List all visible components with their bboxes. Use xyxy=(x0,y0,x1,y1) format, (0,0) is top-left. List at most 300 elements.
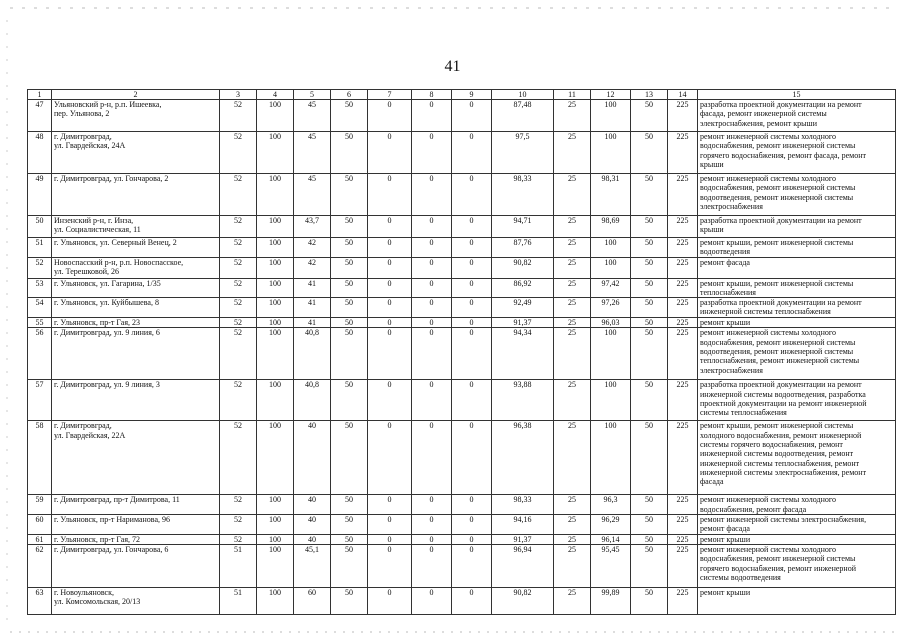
column-header-14: 14 xyxy=(668,90,698,100)
column-header-2: 2 xyxy=(52,90,220,100)
work-description-cell xyxy=(698,238,896,258)
value-cell-c7: 0 xyxy=(368,278,412,298)
cell-line: фасада, ремонт инженерной системы xyxy=(700,109,827,119)
address-cell xyxy=(52,421,220,495)
page-number: 41 xyxy=(444,58,461,75)
column-header-15: 15 xyxy=(698,90,896,100)
address-cell xyxy=(52,328,220,380)
value-cell-c5: 40 xyxy=(294,534,331,544)
value-cell-c9: 0 xyxy=(452,318,492,328)
address-cell xyxy=(52,534,220,544)
cell-line: холодного водоснабжения, ремонт инженерной xyxy=(700,430,862,440)
value-cell-c6: 50 xyxy=(331,587,368,614)
value-cell-c13: 50 xyxy=(631,495,668,515)
cell-line: ремонт крыши, ремонт инженерной системы xyxy=(700,238,854,247)
value-cell-c12: 95,45 xyxy=(591,544,631,587)
value-cell-c6: 50 xyxy=(331,318,368,328)
value-cell-c9: 0 xyxy=(452,278,492,298)
cell-line: г. Ульяновск, пр-т Гая, 23 xyxy=(54,318,141,328)
value-cell-c8: 0 xyxy=(412,238,452,258)
value-cell-c11: 25 xyxy=(554,257,591,278)
value-cell-c14: 225 xyxy=(668,421,698,495)
table-body xyxy=(28,100,896,615)
table-row xyxy=(28,587,896,614)
value-cell-c6: 50 xyxy=(331,328,368,380)
row-number: 62 xyxy=(28,544,52,587)
cell-line: водоснабжения, ремонт инженерной системы xyxy=(700,337,856,347)
value-cell-c6: 50 xyxy=(331,257,368,278)
value-cell-c7: 0 xyxy=(368,587,412,614)
value-cell-c7: 0 xyxy=(368,515,412,535)
column-header-13: 13 xyxy=(631,90,668,100)
value-cell-c5: 45 xyxy=(294,100,331,132)
row-number: 51 xyxy=(28,238,52,258)
work-description-cell xyxy=(698,318,896,328)
address-cell xyxy=(52,495,220,515)
column-header-10: 10 xyxy=(492,90,554,100)
value-cell-c10: 86,92 xyxy=(492,278,554,298)
column-header-12: 12 xyxy=(591,90,631,100)
value-cell-c6: 50 xyxy=(331,515,368,535)
cell-line: ремонт инженерной системы холодного xyxy=(700,495,836,505)
value-cell-c12: 100 xyxy=(591,238,631,258)
value-cell-c12: 98,69 xyxy=(591,216,631,238)
value-cell-c9: 0 xyxy=(452,421,492,495)
value-cell-c3: 52 xyxy=(220,298,257,318)
value-cell-c10: 87,76 xyxy=(492,238,554,258)
value-cell-c8: 0 xyxy=(412,534,452,544)
value-cell-c14: 225 xyxy=(668,328,698,380)
value-cell-c10: 93,88 xyxy=(492,380,554,421)
address-cell xyxy=(52,278,220,298)
cell-line: ремонт инженерной системы электроснабжения, xyxy=(700,515,867,525)
value-cell-c6: 50 xyxy=(331,495,368,515)
column-header-11: 11 xyxy=(554,90,591,100)
work-description-cell xyxy=(698,298,896,318)
value-cell-c12: 99,89 xyxy=(591,587,631,614)
value-cell-c14: 225 xyxy=(668,257,698,278)
value-cell-c4: 100 xyxy=(257,587,294,614)
cell-line: г. Димитровград, ул. 9 линия, 6 xyxy=(54,328,160,338)
value-cell-c8: 0 xyxy=(412,298,452,318)
value-cell-c13: 50 xyxy=(631,328,668,380)
cell-line: теплоснабжения xyxy=(700,287,756,297)
value-cell-c14: 225 xyxy=(668,174,698,216)
value-cell-c4: 100 xyxy=(257,298,294,318)
value-cell-c8: 0 xyxy=(412,495,452,515)
value-cell-c12: 100 xyxy=(591,421,631,495)
value-cell-c3: 52 xyxy=(220,100,257,132)
column-header-5: 5 xyxy=(294,90,331,100)
table-row xyxy=(28,257,896,278)
value-cell-c8: 0 xyxy=(412,174,452,216)
cell-line: инженерной системы водоотведения, ремонт xyxy=(700,449,854,459)
table-row xyxy=(28,495,896,515)
value-cell-c7: 0 xyxy=(368,100,412,132)
value-cell-c10: 92,49 xyxy=(492,298,554,318)
cell-line: системы теплоснабжения xyxy=(700,408,787,418)
value-cell-c11: 25 xyxy=(554,100,591,132)
value-cell-c7: 0 xyxy=(368,421,412,495)
column-header-4: 4 xyxy=(257,90,294,100)
address-cell xyxy=(52,257,220,278)
value-cell-c9: 0 xyxy=(452,216,492,238)
value-cell-c13: 50 xyxy=(631,587,668,614)
value-cell-c12: 100 xyxy=(591,380,631,421)
row-number: 60 xyxy=(28,515,52,535)
value-cell-c3: 52 xyxy=(220,216,257,238)
value-cell-c5: 40,8 xyxy=(294,380,331,421)
work-description-cell xyxy=(698,515,896,535)
address-cell xyxy=(52,100,220,132)
column-header-3: 3 xyxy=(220,90,257,100)
cell-line: г. Димитровград, ул. Гончарова, 2 xyxy=(54,174,169,183)
value-cell-c13: 50 xyxy=(631,298,668,318)
value-cell-c8: 0 xyxy=(412,100,452,132)
value-cell-c6: 50 xyxy=(331,421,368,495)
cell-line: г. Димитровград, xyxy=(54,421,112,431)
value-cell-c5: 41 xyxy=(294,278,331,298)
work-description-cell xyxy=(698,380,896,421)
cell-line: ремонт инженерной системы холодного xyxy=(700,544,836,554)
cell-line: водоснабжения, ремонт инженерной системы xyxy=(700,141,856,151)
value-cell-c4: 100 xyxy=(257,216,294,238)
value-cell-c11: 25 xyxy=(554,495,591,515)
value-cell-c12: 96,03 xyxy=(591,318,631,328)
value-cell-c12: 96,14 xyxy=(591,534,631,544)
value-cell-c14: 225 xyxy=(668,495,698,515)
value-cell-c4: 100 xyxy=(257,328,294,380)
value-cell-c7: 0 xyxy=(368,328,412,380)
value-cell-c3: 52 xyxy=(220,132,257,174)
cell-line: ремонт крыши xyxy=(700,318,751,328)
work-description-cell xyxy=(698,174,896,216)
address-cell xyxy=(52,544,220,587)
value-cell-c8: 0 xyxy=(412,278,452,298)
value-cell-c10: 96,94 xyxy=(492,544,554,587)
value-cell-c5: 42 xyxy=(294,238,331,258)
value-cell-c7: 0 xyxy=(368,174,412,216)
value-cell-c8: 0 xyxy=(412,257,452,278)
value-cell-c3: 52 xyxy=(220,328,257,380)
column-header-9: 9 xyxy=(452,90,492,100)
cell-line: системы горячего водоснабжения, ремонт xyxy=(700,440,843,450)
row-number: 50 xyxy=(28,216,52,238)
value-cell-c12: 100 xyxy=(591,328,631,380)
value-cell-c13: 50 xyxy=(631,238,668,258)
value-cell-c7: 0 xyxy=(368,318,412,328)
value-cell-c6: 50 xyxy=(331,380,368,421)
value-cell-c6: 50 xyxy=(331,100,368,132)
cell-line: ремонт крыши, ремонт инженерной системы xyxy=(700,278,854,288)
cell-line: системы водоотведения xyxy=(700,572,781,582)
cell-line: инженерной системы электроснабжения, ремонт xyxy=(700,467,867,477)
value-cell-c9: 0 xyxy=(452,587,492,614)
value-cell-c4: 100 xyxy=(257,257,294,278)
value-cell-c14: 225 xyxy=(668,238,698,258)
table-row xyxy=(28,328,896,380)
value-cell-c8: 0 xyxy=(412,216,452,238)
value-cell-c11: 25 xyxy=(554,318,591,328)
row-number: 58 xyxy=(28,421,52,495)
value-cell-c14: 225 xyxy=(668,380,698,421)
cell-line: инженерной системы водоотведения, разработка xyxy=(700,389,866,399)
value-cell-c6: 50 xyxy=(331,174,368,216)
value-cell-c6: 50 xyxy=(331,278,368,298)
table-row xyxy=(28,216,896,238)
work-description-cell xyxy=(698,216,896,238)
row-number: 61 xyxy=(28,534,52,544)
value-cell-c8: 0 xyxy=(412,318,452,328)
cell-line: крыши xyxy=(700,159,724,169)
address-cell xyxy=(52,132,220,174)
cell-line: г. Димитровград, пр-т Димитрова, 11 xyxy=(54,495,180,505)
value-cell-c9: 0 xyxy=(452,495,492,515)
cell-line: электроснабжения, ремонт крыши xyxy=(700,118,817,128)
value-cell-c11: 25 xyxy=(554,216,591,238)
value-cell-c5: 42 xyxy=(294,257,331,278)
value-cell-c8: 0 xyxy=(412,587,452,614)
cell-line: г. Ульяновск, ул. Гагарина, 1/35 xyxy=(54,278,161,288)
cell-line: ремонт фасада xyxy=(700,524,750,534)
value-cell-c10: 98,33 xyxy=(492,495,554,515)
cell-line: г. Димитровград, xyxy=(54,132,112,141)
repair-schedule-table xyxy=(27,89,896,615)
cell-line: водоснабжения, ремонт фасада xyxy=(700,504,807,514)
row-number: 53 xyxy=(28,278,52,298)
value-cell-c5: 40,8 xyxy=(294,328,331,380)
work-description-cell xyxy=(698,257,896,278)
value-cell-c13: 50 xyxy=(631,132,668,174)
cell-line: г. Ульяновск, пр-т Гая, 72 xyxy=(54,534,141,544)
cell-line: проектной документации на ремонт инженерной xyxy=(700,399,867,409)
value-cell-c4: 100 xyxy=(257,318,294,328)
cell-line: водоснабжения, ремонт инженерной системы xyxy=(700,183,856,193)
value-cell-c5: 60 xyxy=(294,587,331,614)
value-cell-c12: 98,31 xyxy=(591,174,631,216)
cell-line: разработка проектной документации на ремонт xyxy=(700,380,862,390)
value-cell-c10: 91,37 xyxy=(492,318,554,328)
value-cell-c9: 0 xyxy=(452,298,492,318)
value-cell-c3: 52 xyxy=(220,534,257,544)
value-cell-c11: 25 xyxy=(554,515,591,535)
value-cell-c3: 52 xyxy=(220,380,257,421)
value-cell-c6: 50 xyxy=(331,216,368,238)
cell-line: г. Димитровград, ул. Гончарова, 6 xyxy=(54,544,169,554)
cell-line: пер. Ульянова, 2 xyxy=(54,109,110,119)
cell-line: г. Ульяновск, ул. Северный Венец, 2 xyxy=(54,238,177,247)
value-cell-c4: 100 xyxy=(257,534,294,544)
value-cell-c13: 50 xyxy=(631,174,668,216)
work-description-cell xyxy=(698,100,896,132)
address-cell xyxy=(52,216,220,238)
value-cell-c9: 0 xyxy=(452,100,492,132)
row-number: 49 xyxy=(28,174,52,216)
value-cell-c11: 25 xyxy=(554,421,591,495)
value-cell-c12: 96,3 xyxy=(591,495,631,515)
value-cell-c11: 25 xyxy=(554,544,591,587)
cell-line: г. Новоульяновск, xyxy=(54,587,114,597)
value-cell-c13: 50 xyxy=(631,100,668,132)
value-cell-c9: 0 xyxy=(452,380,492,421)
cell-line: электроснабжения xyxy=(700,365,763,375)
work-description-cell xyxy=(698,544,896,587)
value-cell-c8: 0 xyxy=(412,515,452,535)
work-description-cell xyxy=(698,534,896,544)
value-cell-c14: 225 xyxy=(668,318,698,328)
row-number: 55 xyxy=(28,318,52,328)
value-cell-c5: 41 xyxy=(294,298,331,318)
value-cell-c8: 0 xyxy=(412,544,452,587)
address-cell xyxy=(52,318,220,328)
value-cell-c4: 100 xyxy=(257,515,294,535)
value-cell-c8: 0 xyxy=(412,132,452,174)
cell-line: водоотведения, ремонт инженерной системы xyxy=(700,192,854,202)
cell-line: ремонт крыши xyxy=(700,534,751,544)
value-cell-c10: 91,37 xyxy=(492,534,554,544)
value-cell-c9: 0 xyxy=(452,328,492,380)
value-cell-c11: 25 xyxy=(554,132,591,174)
row-number: 56 xyxy=(28,328,52,380)
value-cell-c9: 0 xyxy=(452,515,492,535)
value-cell-c3: 52 xyxy=(220,421,257,495)
row-number: 54 xyxy=(28,298,52,318)
cell-line: водоснабжения, ремонт инженерной системы xyxy=(700,554,856,564)
work-description-cell xyxy=(698,278,896,298)
cell-line: разработка проектной документации на ремонт xyxy=(700,216,862,225)
value-cell-c4: 100 xyxy=(257,100,294,132)
value-cell-c9: 0 xyxy=(452,174,492,216)
cell-line: теплоснабжения, ремонт инженерной системы xyxy=(700,356,860,366)
value-cell-c3: 52 xyxy=(220,515,257,535)
cell-line: Ульяновский р-н, р.п. Ишеевка, xyxy=(54,100,162,109)
address-cell xyxy=(52,587,220,614)
cell-line: ремонт инженерной системы холодного xyxy=(700,174,836,183)
value-cell-c7: 0 xyxy=(368,132,412,174)
address-cell xyxy=(52,238,220,258)
value-cell-c7: 0 xyxy=(368,380,412,421)
cell-line: г. Димитровград, ул. 9 линия, 3 xyxy=(54,380,160,390)
value-cell-c7: 0 xyxy=(368,534,412,544)
value-cell-c10: 94,71 xyxy=(492,216,554,238)
value-cell-c7: 0 xyxy=(368,495,412,515)
column-header-1: 1 xyxy=(28,90,52,100)
value-cell-c12: 96,29 xyxy=(591,515,631,535)
value-cell-c12: 97,42 xyxy=(591,278,631,298)
value-cell-c3: 52 xyxy=(220,174,257,216)
cell-line: ремонт фасада xyxy=(700,257,750,267)
cell-line: ул. Комсомольская, 20/13 xyxy=(54,597,141,607)
value-cell-c14: 225 xyxy=(668,534,698,544)
value-cell-c11: 25 xyxy=(554,380,591,421)
value-cell-c6: 50 xyxy=(331,238,368,258)
value-cell-c4: 100 xyxy=(257,495,294,515)
value-cell-c6: 50 xyxy=(331,534,368,544)
cell-line: разработка проектной документации на ремонт xyxy=(700,298,862,308)
value-cell-c10: 96,38 xyxy=(492,421,554,495)
value-cell-c7: 0 xyxy=(368,544,412,587)
value-cell-c7: 0 xyxy=(368,298,412,318)
value-cell-c5: 45 xyxy=(294,132,331,174)
value-cell-c3: 52 xyxy=(220,238,257,258)
value-cell-c13: 50 xyxy=(631,278,668,298)
value-cell-c12: 97,26 xyxy=(591,298,631,318)
value-cell-c11: 25 xyxy=(554,278,591,298)
cell-line: ул. Терешковой, 26 xyxy=(54,266,119,276)
value-cell-c13: 50 xyxy=(631,318,668,328)
address-cell xyxy=(52,298,220,318)
value-cell-c4: 100 xyxy=(257,421,294,495)
table-row xyxy=(28,421,896,495)
value-cell-c13: 50 xyxy=(631,515,668,535)
value-cell-c10: 97,5 xyxy=(492,132,554,174)
value-cell-c6: 50 xyxy=(331,298,368,318)
value-cell-c14: 225 xyxy=(668,298,698,318)
work-description-cell xyxy=(698,495,896,515)
value-cell-c8: 0 xyxy=(412,328,452,380)
value-cell-c3: 51 xyxy=(220,544,257,587)
value-cell-c4: 100 xyxy=(257,238,294,258)
cell-line: инженерной системы теплоснабжения xyxy=(700,307,831,317)
column-header-7: 7 xyxy=(368,90,412,100)
cell-line: разработка проектной документации на ремонт xyxy=(700,100,862,109)
address-cell xyxy=(52,380,220,421)
value-cell-c7: 0 xyxy=(368,257,412,278)
cell-line: ремонт крыши, ремонт инженерной системы xyxy=(700,421,854,431)
value-cell-c9: 0 xyxy=(452,238,492,258)
table-row xyxy=(28,380,896,421)
table-row xyxy=(28,298,896,318)
value-cell-c5: 40 xyxy=(294,495,331,515)
value-cell-c5: 43,7 xyxy=(294,216,331,238)
cell-line: инженерной системы теплоснабжения, ремонт xyxy=(700,458,860,468)
row-number: 59 xyxy=(28,495,52,515)
value-cell-c7: 0 xyxy=(368,216,412,238)
cell-line: горячего водоснабжения, ремонт инженерной xyxy=(700,563,856,573)
row-number: 57 xyxy=(28,380,52,421)
column-header-8: 8 xyxy=(412,90,452,100)
value-cell-c4: 100 xyxy=(257,544,294,587)
value-cell-c13: 50 xyxy=(631,421,668,495)
value-cell-c12: 100 xyxy=(591,257,631,278)
table-row xyxy=(28,318,896,328)
value-cell-c8: 0 xyxy=(412,421,452,495)
value-cell-c14: 225 xyxy=(668,544,698,587)
cell-line: фасада xyxy=(700,477,724,487)
value-cell-c13: 50 xyxy=(631,380,668,421)
row-number: 63 xyxy=(28,587,52,614)
cell-line: Инзенский р-н, г. Инза, xyxy=(54,216,134,225)
work-description-cell xyxy=(698,328,896,380)
column-header-6: 6 xyxy=(331,90,368,100)
cell-line: ул. Гвардейская, 22А xyxy=(54,430,126,440)
value-cell-c10: 94,34 xyxy=(492,328,554,380)
value-cell-c9: 0 xyxy=(452,257,492,278)
value-cell-c10: 94,16 xyxy=(492,515,554,535)
table-row xyxy=(28,238,896,258)
row-number: 52 xyxy=(28,257,52,278)
value-cell-c11: 25 xyxy=(554,174,591,216)
value-cell-c6: 50 xyxy=(331,132,368,174)
value-cell-c11: 25 xyxy=(554,534,591,544)
value-cell-c5: 40 xyxy=(294,515,331,535)
value-cell-c5: 45,1 xyxy=(294,544,331,587)
table-row xyxy=(28,100,896,132)
value-cell-c10: 98,33 xyxy=(492,174,554,216)
value-cell-c12: 100 xyxy=(591,100,631,132)
work-description-cell xyxy=(698,421,896,495)
table-row xyxy=(28,515,896,535)
